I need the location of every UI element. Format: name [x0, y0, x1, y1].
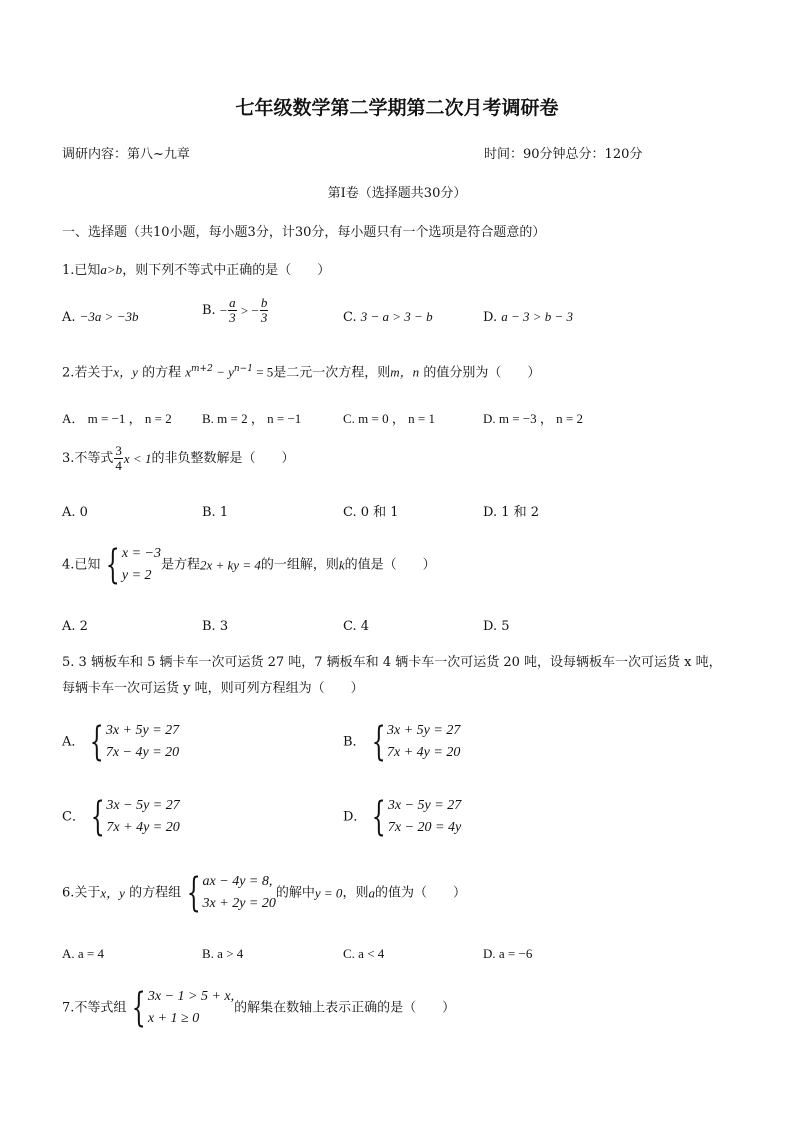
section-heading: 第Ⅰ卷（选择题共30分）: [327, 186, 467, 201]
question-6-option-b[interactable]: B. a > 4: [202, 946, 244, 961]
question-5-option-a[interactable]: A． { 3x + 5y = 27 7x − 4y = 20: [62, 719, 180, 765]
page-title: 七年级数学第二学期第二次月考调研卷: [235, 97, 559, 119]
question-4-stem: 4.已知 { x = −3 y = 2 是方程2x + ky = 4的一组解，则k的值是（ ）: [62, 542, 436, 588]
question-4-option-a[interactable]: A. 2: [62, 619, 88, 634]
question-3-option-a[interactable]: A. 0: [62, 505, 88, 520]
question-2-option-b[interactable]: B. m = 2 ， n = −1: [202, 411, 302, 426]
question-4-option-b[interactable]: B. 3: [202, 619, 229, 634]
question-2-stem: 2.若关于x，y 的方程 $x^{m+2} - y^{n-1} = 5$是二元一次方程，则m，n 的值分别为（ ）: [62, 364, 541, 381]
question-5-stem-line1: 5. 3 辆板车和 5 辆卡车一次可运货 27 吨，7 辆板车和 4 辆卡车一次可运货 20 吨，设每辆板车一次可运货 x 吨，: [62, 655, 722, 670]
question-6-stem: 6.关于x，y 的方程组 { ax − 4y = 8, 3x + 2y = 20 的解中y = 0，则a的值为（ ）: [62, 870, 466, 916]
question-7-stem: 7.不等式组 { 3x − 1 > 5 + x, x + 1 ≥ 0 的解集在数轴上表示正确的是（ ）: [62, 985, 456, 1031]
question-3-option-b[interactable]: B. 1: [202, 505, 229, 520]
question-5-stem-line2: 每辆卡车一次可运货 y 吨，则可列方程组为（ ）: [62, 681, 364, 696]
question-5-option-d[interactable]: D． { 3x − 5y = 27 7x − 20 = 4y: [343, 794, 462, 840]
question-1-option-d[interactable]: D. a − 3 > b − 3: [483, 309, 574, 325]
question-4-system: { x = −3 y = 2: [106, 542, 161, 588]
question-5-option-c[interactable]: C． { 3x − 5y = 27 7x + 4y = 20: [62, 794, 180, 840]
question-2-option-a[interactable]: A． m = −1 ， n = 2: [62, 411, 172, 426]
question-4-option-d[interactable]: D. 5: [483, 619, 510, 634]
question-2-option-d[interactable]: D. m = −3 ， n = 2: [483, 411, 583, 426]
question-3-option-c[interactable]: C. 0 和 1: [343, 505, 399, 520]
question-4-option-c[interactable]: C. 4: [343, 619, 370, 634]
question-5-option-b[interactable]: B． { 3x + 5y = 27 7x + 4y = 20: [343, 719, 461, 765]
question-6-option-c[interactable]: C. a < 4: [343, 946, 385, 961]
instructions: 一、选择题（共10小题，每小题3分，计30分，每小题只有一个选项是符合题意的）: [62, 225, 546, 240]
question-1-option-c[interactable]: C. 3 − a > 3 − b: [343, 309, 433, 325]
exam-scope: 调研内容：第八~九章: [62, 147, 190, 162]
exam-time-info: 时间：90分钟总分：120分: [484, 147, 643, 162]
question-7-system: { 3x − 1 > 5 + x, x + 1 ≥ 0: [132, 985, 235, 1031]
question-1-option-a[interactable]: A. −3a > −3b: [62, 309, 139, 325]
question-2-option-c[interactable]: C. m = 0 ， n = 1: [343, 411, 435, 426]
question-6-option-a[interactable]: A. a = 4: [62, 946, 104, 961]
question-6-system: { ax − 4y = 8, 3x + 2y = 20: [186, 870, 276, 916]
question-3-stem: 3.不等式 $\frac{3}{4}$ x < 1的非负整数解是（ ）: [62, 443, 295, 473]
question-1-option-b[interactable]: B. − $\frac{a}{3}$ > − $\frac{b}{3}$: [202, 295, 268, 325]
question-6-option-d[interactable]: D. a = −6: [483, 946, 533, 961]
question-3-option-d[interactable]: D. 1 和 2: [483, 505, 540, 520]
question-1-stem: 1.已知a>b，则下列不等式中正确的是（ ）: [62, 262, 331, 278]
